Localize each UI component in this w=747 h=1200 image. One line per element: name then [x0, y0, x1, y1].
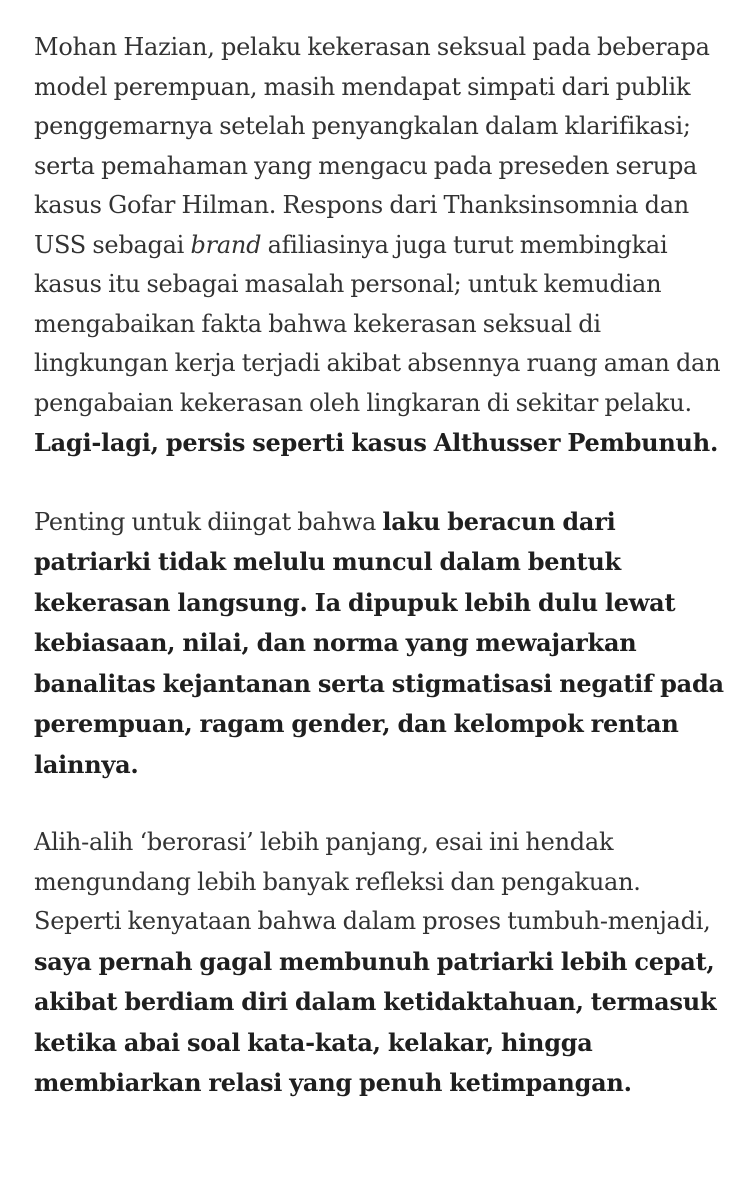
paragraph-2-text-a: Penting untuk diingat bahwa: [34, 507, 383, 536]
paragraph-1-text-a: Mohan Hazian, pelaku kekerasan seksual pada beberapa model perempuan, masih mendapat simpati dari publik penggemarnya setelah penyangkalan dalam klarifikasi; serta pemahaman yang mengacu pada preseden serupa kasus Gofar Hilman. Respons dari Thanksinsomnia dan USS sebagai: [34, 33, 710, 259]
paragraph-1-text-b: afiliasinya juga turut membingkai kasus itu sebagai masalah personal; untuk kemudian mengabaikan fakta bahwa kekerasan seksual di lingkungan kerja terjadi akibat absennya ruang aman dan pengabaian kekerasan oleh lingkaran di sekitar pelaku.: [34, 230, 721, 417]
paragraph-2-bold-statement: laku beracun dari patriarki tidak melulu muncul dalam bentuk kekerasan langsung. Ia dipupuk lebih dulu lewat kebiasaan, nilai, dan norma yang mewajarkan banalitas kejantanan serta stigmatisasi negatif pada perempuan, ragam gender, dan kelompok rentan lainnya.: [34, 506, 724, 779]
paragraph-3: [34, 823, 724, 1104]
paragraph-1: [34, 28, 724, 464]
paragraph-3-text-a: Alih-alih ‘berorasi’ lebih panjang, esai ini hendak mengundang lebih banyak refleksi dan pengakuan. Seperti kenyataan bahwa dalam proses tumbuh-menjadi,: [34, 828, 711, 935]
paragraph-1-italic-brand: brand: [190, 230, 262, 259]
article-body: [34, 28, 724, 1104]
paragraph-3-bold-reflection: saya pernah gagal membunuh patriarki lebih cepat, akibat berdiam diri dalam ketidaktahuan, termasuk ketika abai soal kata-kata, kelakar, hingga membiarkan relasi yang penuh ketimpangan.: [34, 946, 717, 1097]
paragraph-2: [34, 502, 724, 786]
paragraph-1-bold-conclusion: Lagi-lagi, persis seperti kasus Althusser Pembunuh.: [34, 428, 719, 457]
